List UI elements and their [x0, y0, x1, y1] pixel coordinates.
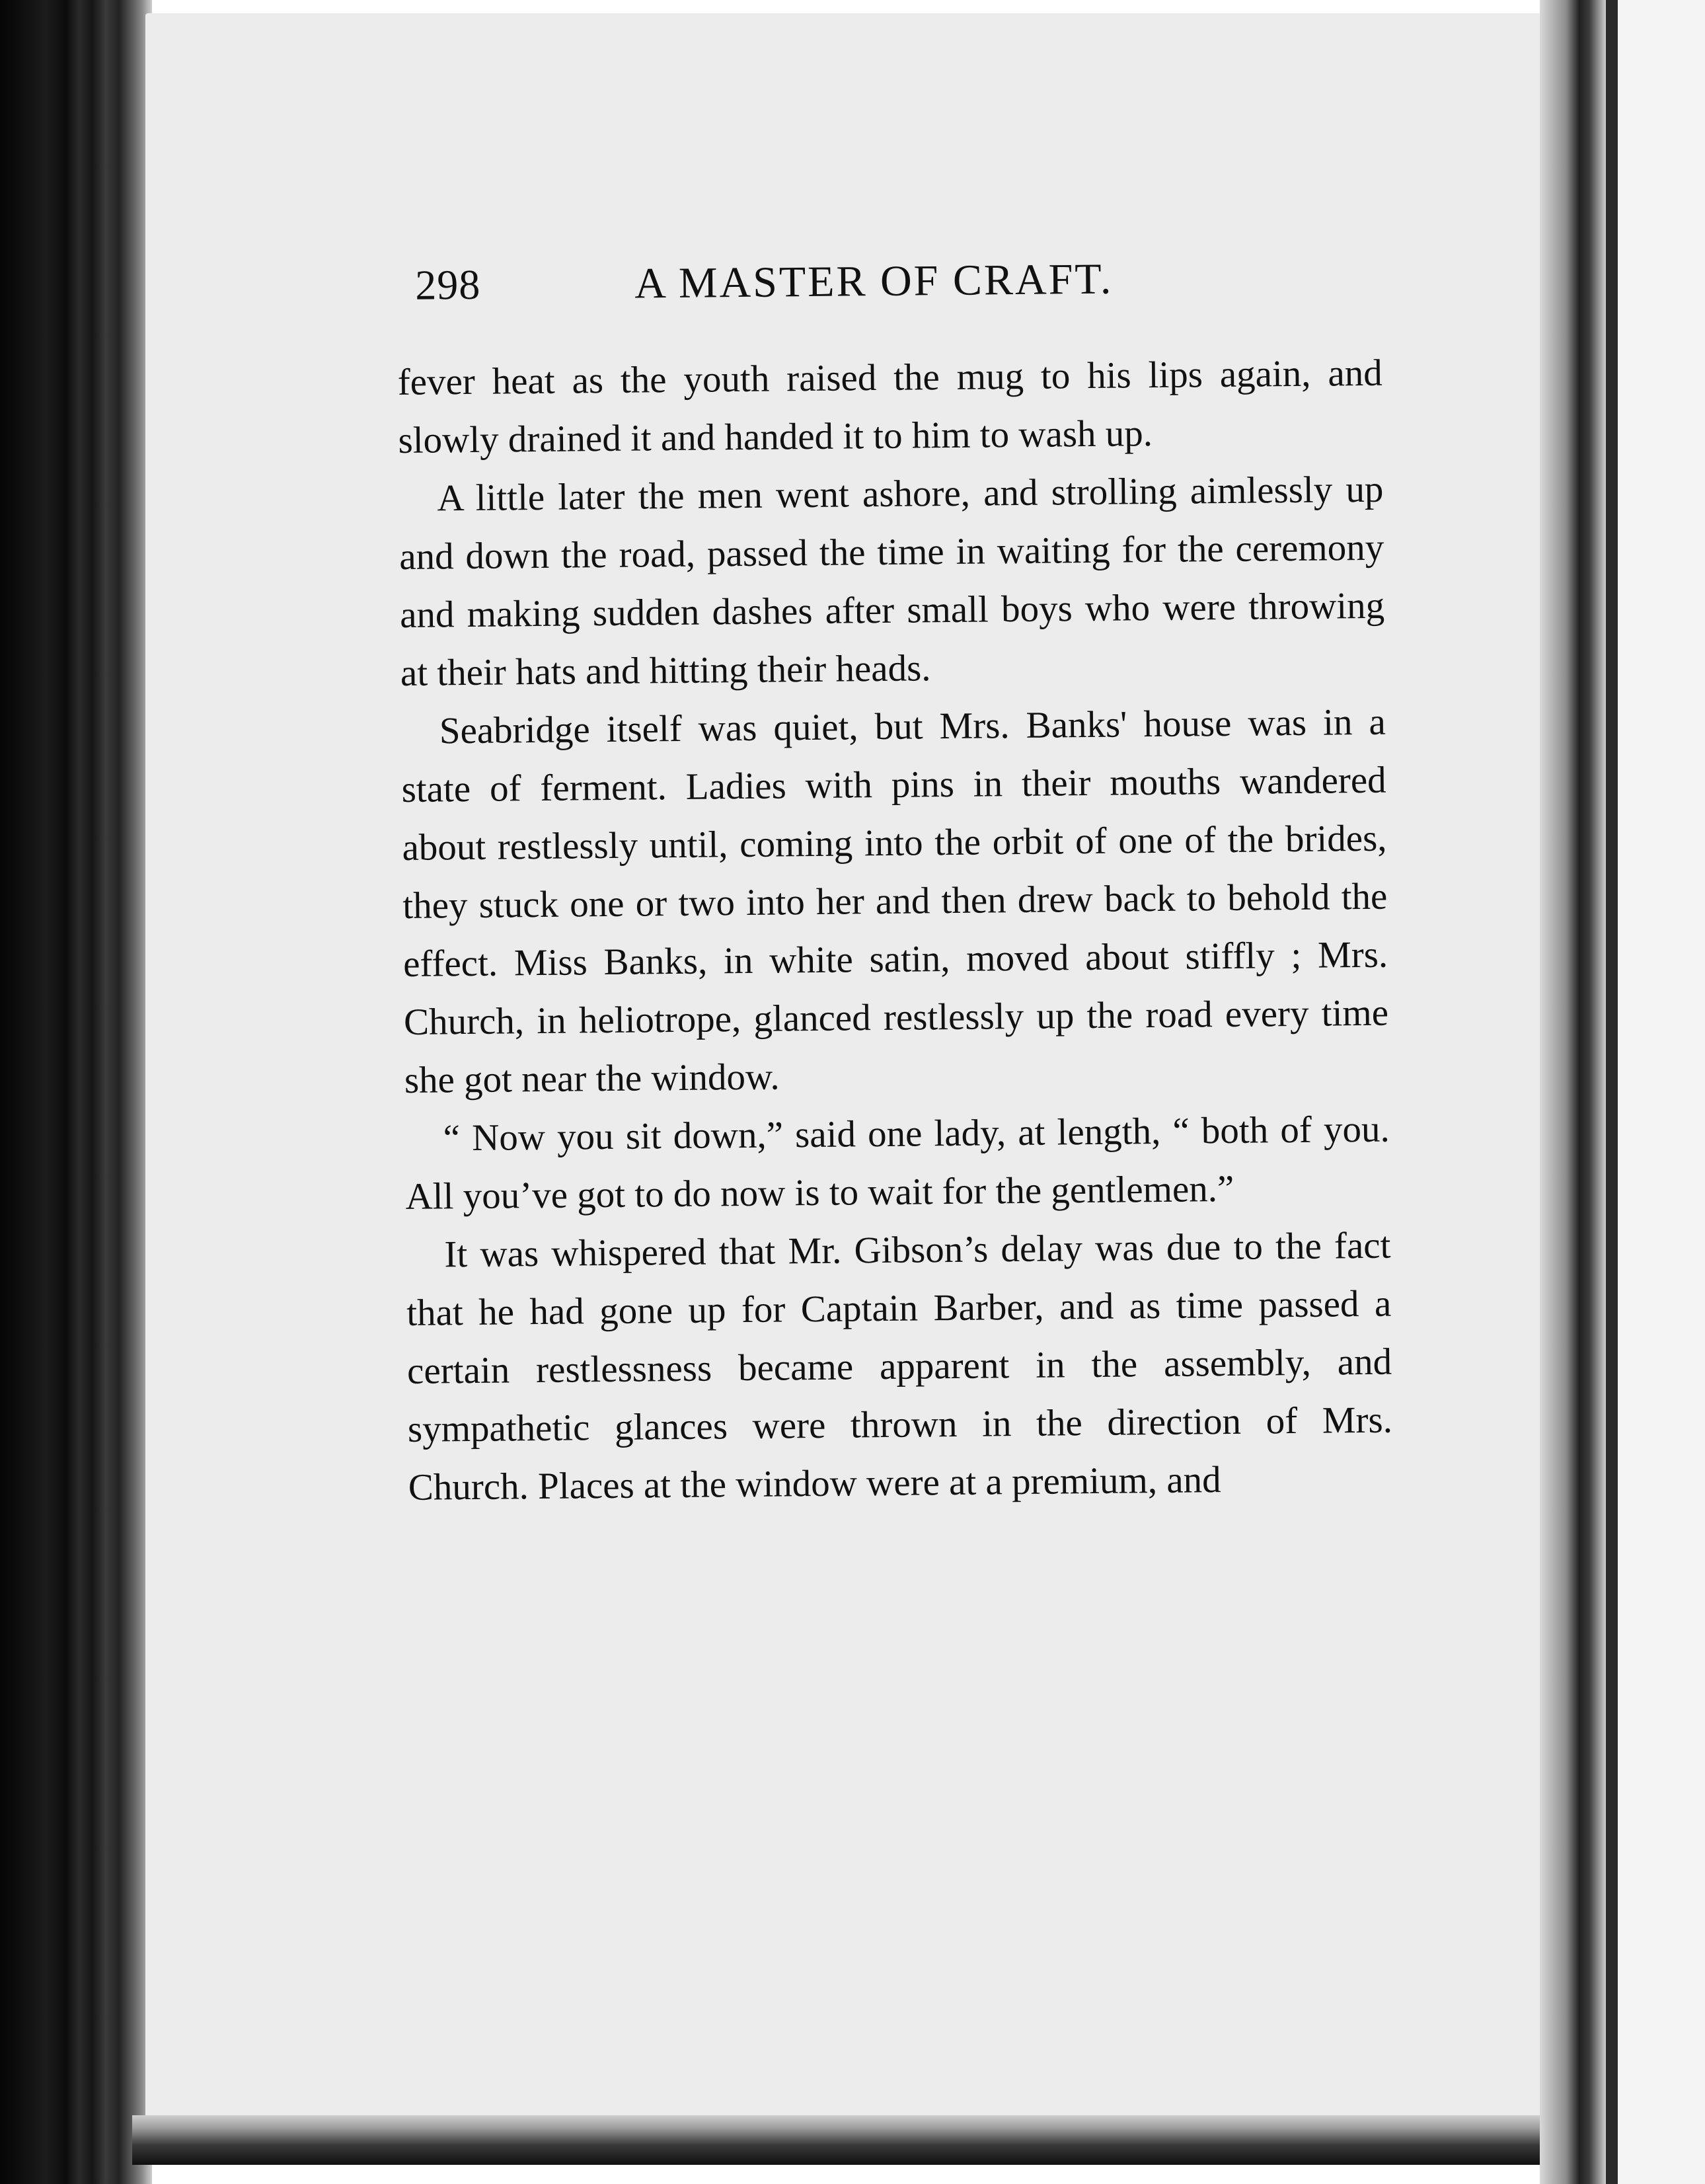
scan-top-margin — [145, 0, 1606, 13]
paragraph: It was whispered that Mr. Gibson’s delay was due to the fact that he had gone up for Captain Barber, and as time passed a certain restlessness became apparent in the assembly, and sympathetic glances were thrown in the direction of Mrs. Church. Places at the window were at a premium, and — [406, 1224, 1393, 1508]
running-head — [397, 252, 1382, 321]
body-text — [397, 344, 1393, 1517]
page-text-block — [397, 252, 1393, 1517]
book-title: A MASTER OF CRAFT. — [634, 254, 1114, 308]
paragraph: Seabridge itself was quiet, but Mrs. Banks' house was in a state of ferment. Ladies with pins in their mouths wandered about restlessly until, coming into the orbit of one of the brides, they stuck one or two into her and then drew back to behold the effect. Miss Banks, in white satin, moved about stiffly ; Mrs. Church, in heliotrope, glanced restlessly up the road every time she got near the window. — [401, 701, 1389, 1101]
paragraph: A little later the men went ashore, and strolling aimlessly up and down the road, passed the time in waiting for the ceremony and making sudden dashes after small boys who were throwing at their hats and hitting their heads. — [398, 468, 1385, 694]
book-gutter — [1540, 0, 1606, 2184]
facing-page-border — [1606, 0, 1618, 2184]
page-number: 298 — [415, 260, 481, 309]
paragraph: fever heat as the youth raised the mug to his lips again, and slowly drained it and handed it to him to wash up. — [397, 352, 1383, 461]
page-bottom-edge — [132, 2115, 1599, 2165]
facing-page-edge — [1606, 0, 1705, 2184]
book-binding-edge — [0, 0, 152, 2184]
paragraph: “ Now you sit down,” said one lady, at length, “ both of you. All you’ve got to do now is to wait for the gentlemen.” — [405, 1108, 1390, 1218]
